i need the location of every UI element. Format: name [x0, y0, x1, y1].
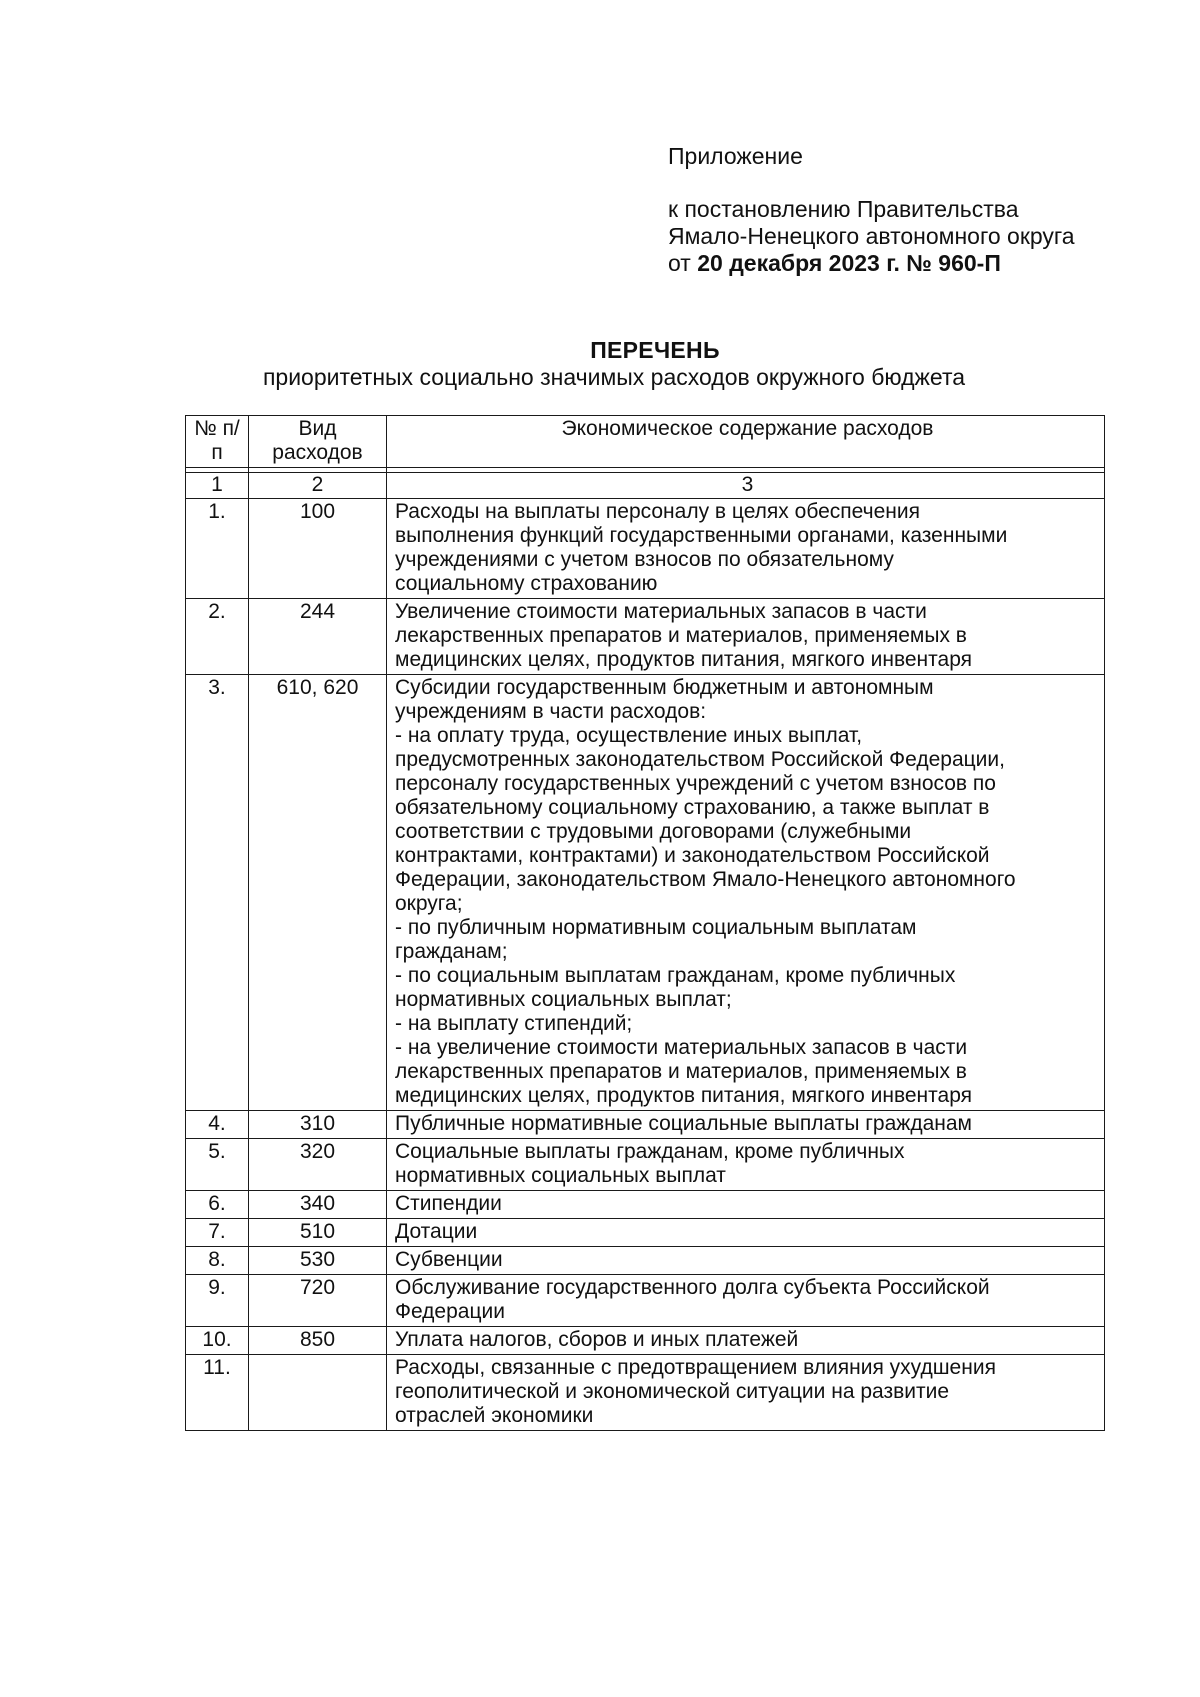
description-line: соответствии с трудовыми договорами (служебными [395, 820, 912, 843]
description-line: Субсидии государственным бюджетным и автономным [395, 676, 934, 699]
description-line: обязательному социальному страхованию, а также выплат в [395, 796, 990, 819]
expense-description [387, 599, 1105, 675]
expense-kind-code: 100 [249, 499, 387, 599]
expense-description [387, 1191, 1105, 1219]
description-line: Социальные выплаты гражданам, кроме публичных [395, 1140, 905, 1163]
description-line: Увеличение стоимости материальных запасов в части [395, 600, 927, 623]
row-number: 11. [186, 1355, 249, 1431]
col-number-1: 1 [186, 473, 249, 499]
expense-kind-code: 244 [249, 599, 387, 675]
appendix-header [668, 143, 1075, 277]
expense-kind-code: 720 [249, 1275, 387, 1327]
description-line: - по публичным нормативным социальным выплатам [395, 916, 917, 939]
table-row [186, 599, 1105, 675]
expense-kind-code: 850 [249, 1327, 387, 1355]
description-line: Субвенции [395, 1248, 503, 1271]
row-number: 8. [186, 1247, 249, 1275]
expense-description [387, 1247, 1105, 1275]
description-line: гражданам; [395, 940, 508, 963]
header-num: № п/п [186, 416, 249, 468]
appendix-line-1: к постановлению Правительства [668, 196, 1019, 222]
description-line: - на оплату труда, осуществление иных выплат, [395, 724, 863, 747]
description-line: - на выплату стипендий; [395, 1012, 633, 1035]
expense-kind-code: 310 [249, 1111, 387, 1139]
description-line: округа; [395, 892, 463, 915]
row-number: 10. [186, 1327, 249, 1355]
description-line: учреждениями с учетом взносов по обязательному [395, 548, 894, 571]
row-number: 9. [186, 1275, 249, 1327]
description-line: лекарственных препаратов и материалов, применяемых в [395, 1060, 967, 1083]
document-title: ПЕРЕЧЕНЬ [590, 337, 720, 363]
col-number-2: 2 [249, 473, 387, 499]
table-row [186, 1247, 1105, 1275]
description-line: социальному страхованию [395, 572, 658, 595]
expense-kind-code: 510 [249, 1219, 387, 1247]
row-number: 6. [186, 1191, 249, 1219]
table-row [186, 1327, 1105, 1355]
expense-kind-code: 530 [249, 1247, 387, 1275]
description-line: нормативных социальных выплат; [395, 988, 732, 1011]
expense-description [387, 499, 1105, 599]
column-number-row [186, 473, 1105, 499]
row-number: 7. [186, 1219, 249, 1247]
row-number: 3. [186, 675, 249, 1111]
expense-kind-code: 340 [249, 1191, 387, 1219]
description-line: медицинских целях, продуктов питания, мягкого инвентаря [395, 1084, 973, 1107]
description-line: нормативных социальных выплат [395, 1164, 726, 1187]
expense-description [387, 1219, 1105, 1247]
expense-kind-code: 610, 620 [249, 675, 387, 1111]
description-line: персоналу государственных учреждений с учетом взносов по [395, 772, 996, 795]
table-row [186, 499, 1105, 599]
table-row [186, 1355, 1105, 1431]
description-line: Дотации [395, 1220, 478, 1243]
expense-description [387, 1111, 1105, 1139]
description-line: геополитической и экономической ситуации на развитие [395, 1380, 950, 1403]
description-line: - на увеличение стоимости материальных запасов в части [395, 1036, 968, 1059]
description-line: отраслей экономики [395, 1404, 594, 1427]
table-row [186, 675, 1105, 1111]
header-kind: Вид расходов [249, 416, 387, 468]
description-line: Федерации, законодательством Ямало-Ненецкого автономного [395, 868, 1016, 891]
expense-description [387, 1275, 1105, 1327]
appendix-line-2: Ямало-Ненецкого автономного округа [668, 223, 1075, 249]
description-line: медицинских целях, продуктов питания, мягкого инвентаря [395, 648, 973, 671]
col-number-3: 3 [387, 473, 1105, 499]
description-line: предусмотренных законодательством Российской Федерации, [395, 748, 1005, 771]
description-line: Расходы на выплаты персоналу в целях обеспечения [395, 500, 920, 523]
expense-description [387, 675, 1105, 1111]
description-line: Стипендии [395, 1192, 502, 1215]
table-row [186, 1275, 1105, 1327]
description-line: Расходы, связанные с предотвращением влияния ухудшения [395, 1356, 996, 1379]
expense-kind-code: 320 [249, 1139, 387, 1191]
row-number: 2. [186, 599, 249, 675]
expense-description [387, 1139, 1105, 1191]
expenses-table [185, 415, 1105, 1431]
appendix-date-line [668, 250, 1075, 277]
document-subtitle: приоритетных социально значимых расходов окружного бюджета [262, 364, 966, 390]
description-line: Уплата налогов, сборов и иных платежей [395, 1328, 799, 1351]
table-row [186, 1139, 1105, 1191]
expense-description [387, 1355, 1105, 1431]
description-line: учреждениям в части расходов: [395, 700, 707, 723]
expense-kind-code [249, 1355, 387, 1431]
table-row [186, 1219, 1105, 1247]
row-number: 5. [186, 1139, 249, 1191]
table-row [186, 1191, 1105, 1219]
expense-description [387, 1327, 1105, 1355]
table-row [186, 1111, 1105, 1139]
description-line: Федерации [395, 1300, 505, 1323]
description-line: Обслуживание государственного долга субъекта Российской [395, 1276, 990, 1299]
row-number: 4. [186, 1111, 249, 1139]
decree-date-number: 20 декабря 2023 г. № 960-П [697, 250, 1001, 276]
description-line: контрактами, контрактами) и законодательством Российской [395, 844, 990, 867]
description-line: выполнения функций государственными органами, казенными [395, 524, 1008, 547]
table-header-row [186, 416, 1105, 468]
description-line: Публичные нормативные социальные выплаты гражданам [395, 1112, 972, 1135]
description-line: лекарственных препаратов и материалов, применяемых в [395, 624, 967, 647]
appendix-label: Приложение [668, 143, 803, 169]
description-line: - по социальным выплатам гражданам, кроме публичных [395, 964, 956, 987]
date-prefix: от [668, 250, 698, 276]
header-content: Экономическое содержание расходов [387, 416, 1105, 468]
row-number: 1. [186, 499, 249, 599]
